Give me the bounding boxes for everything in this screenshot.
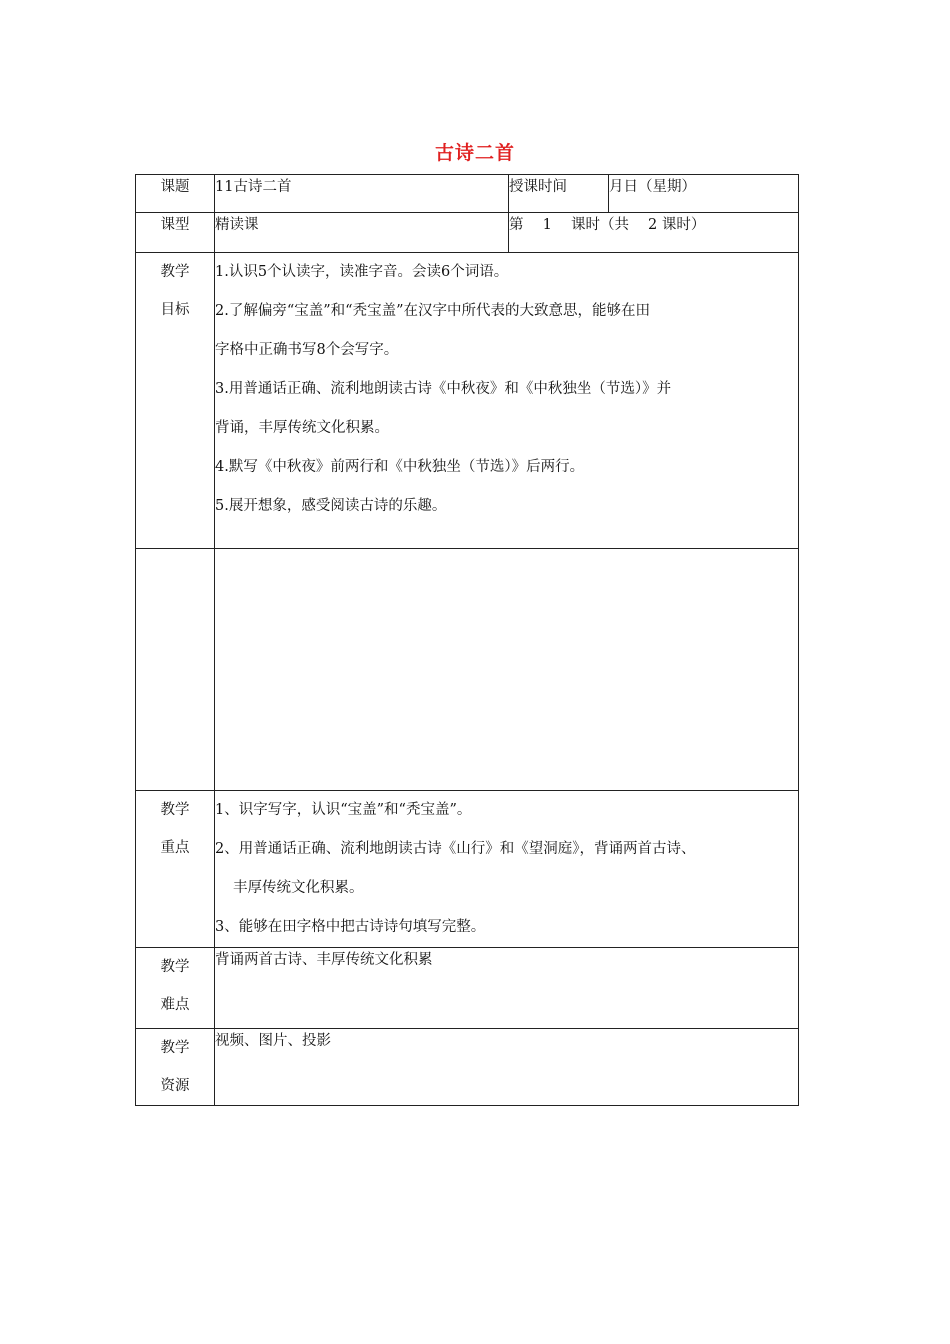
lesson-value: 11古诗二首	[215, 179, 292, 195]
difficulty-label-cell	[136, 948, 215, 1029]
type-label: 课型	[160, 217, 190, 233]
resources-label-cell	[136, 1029, 215, 1106]
goal-line: 2.了解偏旁“宝盖”和“秃宝盖”在汉字中所代表的大致意思，能够在田	[215, 303, 650, 319]
period-value: 第 1 课时（共 2 课时）	[509, 217, 706, 233]
goals-label-1: 教学	[160, 264, 190, 280]
goal-line: 背诵，丰厚传统文化积累。	[215, 420, 389, 436]
difficulty-label-2: 难点	[160, 997, 190, 1013]
time-value: 月日（星期）	[609, 179, 696, 195]
keypoint-line: 丰厚传统文化积累。	[233, 880, 364, 896]
row-lesson	[136, 175, 799, 213]
page-title: 古诗二首	[434, 142, 515, 164]
goal-line: 4.默写《中秋夜》前两行和《中秋独坐（节选）》后两行。	[215, 459, 585, 475]
type-value: 精读课	[215, 217, 259, 233]
goal-line: 5.展开想象，感受阅读古诗的乐趣。	[215, 498, 447, 514]
keypoints-label-cell	[136, 791, 215, 948]
time-label-cell	[509, 175, 609, 213]
lesson-label: 课题	[160, 179, 190, 195]
row-goals	[136, 253, 799, 549]
time-value-cell	[609, 175, 799, 213]
period-cell	[509, 213, 799, 253]
row-difficulty	[136, 948, 799, 1029]
row-keypoints	[136, 791, 799, 948]
goals-label-cell	[136, 253, 215, 549]
keypoints-label-2: 重点	[160, 840, 190, 856]
resources-content	[215, 1029, 799, 1106]
resources-label-1: 教学	[160, 1040, 190, 1056]
lesson-plan-table	[135, 174, 799, 1106]
keypoint-line: 2、用普通话正确、流利地朗读古诗《山行》和《望洞庭》，背诵两首古诗、	[215, 841, 696, 857]
keypoint-line: 1、识字写字，认识“宝盖”和“秃宝盖”。	[215, 802, 472, 818]
time-label: 授课时间	[509, 179, 567, 195]
row-empty	[136, 549, 799, 791]
lesson-label-cell	[136, 175, 215, 213]
goals-label-2: 目标	[160, 302, 190, 318]
keypoint-line: 3、能够在田字格中把古诗诗句填写完整。	[215, 919, 486, 935]
resources-label-2: 资源	[160, 1078, 190, 1094]
type-value-cell	[215, 213, 509, 253]
keypoints-label-1: 教学	[160, 802, 190, 818]
difficulty-value: 背诵两首古诗、丰厚传统文化积累	[215, 952, 433, 968]
lesson-value-cell	[215, 175, 509, 213]
goal-line: 字格中正确书写8个会写字。	[215, 342, 399, 358]
row-resources	[136, 1029, 799, 1106]
row-type	[136, 213, 799, 253]
empty-label-cell	[136, 549, 215, 791]
goal-line: 1.认识5个认读字，读准字音。会读6个词语。	[215, 264, 509, 280]
goals-content	[215, 253, 799, 549]
type-label-cell	[136, 213, 215, 253]
goal-line: 3.用普通话正确、流利地朗读古诗《中秋夜》和《中秋独坐（节选）》并	[215, 381, 672, 397]
difficulty-label-1: 教学	[160, 959, 190, 975]
difficulty-content	[215, 948, 799, 1029]
keypoints-content	[215, 791, 799, 948]
empty-content-cell	[215, 549, 799, 791]
resources-value: 视频、图片、投影	[215, 1033, 331, 1049]
